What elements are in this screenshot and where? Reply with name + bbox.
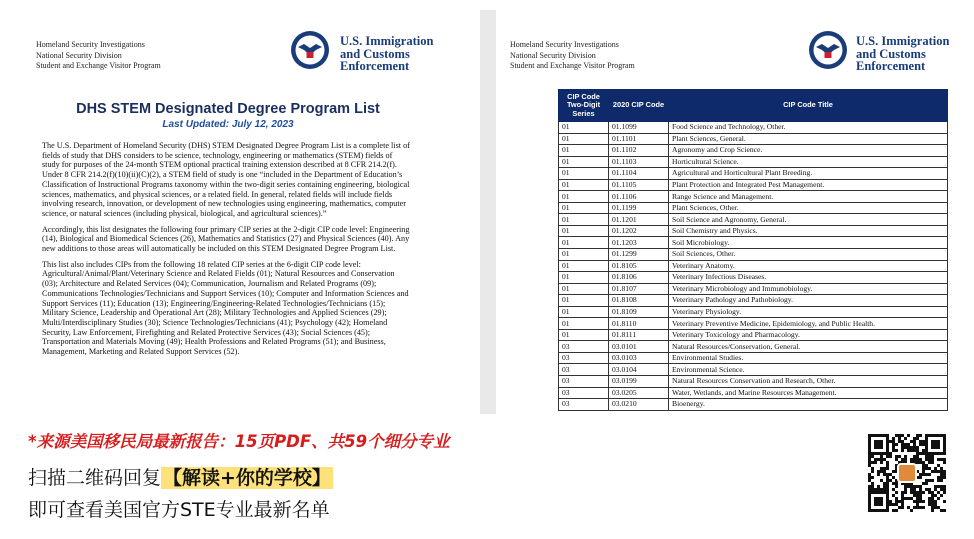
table-cell: 01 bbox=[559, 145, 609, 157]
table-cell: 01 bbox=[559, 179, 609, 191]
table-cell: Veterinary Preventive Medicine, Epidemiology, and Public Health. bbox=[669, 318, 948, 330]
table-header-row bbox=[559, 90, 948, 122]
table-cell: Agronomy and Crop Science. bbox=[669, 145, 948, 157]
table-cell: 01.8107 bbox=[609, 283, 669, 295]
header-lines bbox=[510, 40, 635, 72]
table-cell: Soil Sciences, Other. bbox=[669, 249, 948, 261]
table-cell: Plant Sciences, Other. bbox=[669, 202, 948, 214]
table-row bbox=[559, 376, 948, 388]
table-cell: Soil Chemistry and Physics. bbox=[669, 225, 948, 237]
table-row bbox=[559, 364, 948, 376]
table-cell: 03 bbox=[559, 399, 609, 411]
table-cell: Veterinary Microbiology and Immunobiology. bbox=[669, 283, 948, 295]
cta-highlight: 【解读+你的学校】 bbox=[163, 467, 331, 489]
table-row bbox=[559, 225, 948, 237]
table-row bbox=[559, 237, 948, 249]
table-cell: Veterinary Toxicology and Pharmacology. bbox=[669, 329, 948, 341]
table-row bbox=[559, 260, 948, 272]
table-cell: 03.0205 bbox=[609, 387, 669, 399]
table-cell: 01.1103 bbox=[609, 156, 669, 168]
table-cell: Water, Wetlands, and Marine Resources Management. bbox=[669, 387, 948, 399]
table-cell: Natural Resources Conservation and Research, Other. bbox=[669, 376, 948, 388]
table-cell: 01.1199 bbox=[609, 202, 669, 214]
agency-name bbox=[856, 35, 949, 73]
table-cell: 03 bbox=[559, 376, 609, 388]
table-cell: Horticultural Science. bbox=[669, 156, 948, 168]
table-cell: 01 bbox=[559, 156, 609, 168]
table-cell: Veterinary Physiology. bbox=[669, 306, 948, 318]
table-cell: 01.1105 bbox=[609, 179, 669, 191]
table-cell: 03.0104 bbox=[609, 364, 669, 376]
source-note: *来源美国移民局最新报告：15页PDF、共59个细分专业 bbox=[28, 432, 450, 451]
table-cell: 01.1203 bbox=[609, 237, 669, 249]
table-cell: 01 bbox=[559, 191, 609, 203]
column-header: CIP Code Title bbox=[669, 90, 948, 122]
table-cell: 01.1202 bbox=[609, 225, 669, 237]
table-cell: 01 bbox=[559, 306, 609, 318]
table-cell: 01 bbox=[559, 295, 609, 307]
table-body bbox=[559, 122, 948, 411]
table-cell: 01 bbox=[559, 272, 609, 284]
table-cell: 01 bbox=[559, 225, 609, 237]
table-cell: 01 bbox=[559, 260, 609, 272]
table-cell: 03 bbox=[559, 352, 609, 364]
table-cell: Environmental Studies. bbox=[669, 352, 948, 364]
table-cell: 01 bbox=[559, 214, 609, 226]
table-row bbox=[559, 122, 948, 134]
table-cell: 03 bbox=[559, 341, 609, 353]
table-row bbox=[559, 399, 948, 411]
cta-prefix: 扫描二维码回复 bbox=[28, 467, 162, 489]
agency-line: U.S. Immigration bbox=[340, 34, 434, 48]
document-page-right bbox=[496, 10, 964, 414]
table-cell: Soil Microbiology. bbox=[669, 237, 948, 249]
paragraph: This list also includes CIPs from the following 18 related CIP series at the 6-digit CIP code level: Agricultural/Animal/Plant/Veterinary Science and Related Fields (01); Natural Resources and Conservation (03); Architecture and Related Services (04); Communication, Journalism and Related Programs (09); Communications Technologies/Technicians and Support Services (10); Computer and Information Sciences and Support Services (11); Education (13); Engineering/Engineering-Related Technologies/Technicians (15); Military Science, Leadership and Operational Art (28); Military Technologies and Applied Sciences (29); Multi/Interdisciplinary Studies (30); Science Technologies/Technicians (41); Psychology (42); Homeland Security, Law Enforcement, Firefighting and Related Protective Services (43); Social Sciences (45); Transportation and Materials Moving (49); Health Professions and Related Programs (51); and Business, Management, Marketing and Related Support Services (52). bbox=[42, 259, 409, 357]
table-cell: 01 bbox=[559, 237, 609, 249]
table-row bbox=[559, 156, 948, 168]
table-cell: 01 bbox=[559, 283, 609, 295]
table-cell: Veterinary Anatomy. bbox=[669, 260, 948, 272]
table-cell: 01.8105 bbox=[609, 260, 669, 272]
table-cell: 03.0199 bbox=[609, 376, 669, 388]
document-title: DHS STEM Designated Degree Program List bbox=[76, 101, 380, 117]
table-row bbox=[559, 202, 948, 214]
table-cell: 01.8109 bbox=[609, 306, 669, 318]
header-line: National Security Division bbox=[36, 50, 122, 60]
header-lines bbox=[36, 40, 161, 72]
table-cell: 01.1299 bbox=[609, 249, 669, 261]
dhs-seal-icon bbox=[808, 30, 848, 70]
table-cell: Soil Science and Agronomy, General. bbox=[669, 214, 948, 226]
table-row bbox=[559, 295, 948, 307]
table-row bbox=[559, 387, 948, 399]
table-cell: 01.1099 bbox=[609, 122, 669, 134]
paragraph: The U.S. Department of Homeland Security (DHS) STEM Designated Degree Program List is a complete list of fields of study that DHS considers to be science, technology, engineering or mathematics (STEM) fields of study for purposes of the 24-month STEM optional practical training extension described at 8 CFR 214.2(f). Under 8 CFR 214.2(f)(10)(ii)(C)(2), a STEM field of study is one “included in the Department of Education’s Classification of Instructional Programs taxonomy within the two-digit series containing engineering, biological sciences, mathematics, and physical sciences, or a related field. In general, related fields will include fields involving research, innovation, or development of new technologies using engineering, mathematics, computer science, or natural sciences (including physical, biological, and agricultural sciences).” bbox=[42, 141, 410, 218]
cta-line-2: 即可查看美国官方STE专业最新名单 bbox=[28, 499, 330, 521]
table-cell: Bioenergy. bbox=[669, 399, 948, 411]
table-cell: Natural Resources/Conservation, General. bbox=[669, 341, 948, 353]
cta-line-1 bbox=[28, 463, 333, 490]
table-cell: 01 bbox=[559, 168, 609, 180]
header-line: Student and Exchange Visitor Program bbox=[510, 61, 635, 70]
agency-line: Enforcement bbox=[340, 59, 410, 73]
table-row bbox=[559, 352, 948, 364]
document-body bbox=[42, 141, 412, 363]
table-cell: 01 bbox=[559, 133, 609, 145]
table-cell: 03.0103 bbox=[609, 352, 669, 364]
table-cell: 03.0101 bbox=[609, 341, 669, 353]
agency-line: Enforcement bbox=[856, 59, 926, 73]
table-row bbox=[559, 133, 948, 145]
table-cell: 01.8108 bbox=[609, 295, 669, 307]
table-cell: 01.8110 bbox=[609, 318, 669, 330]
table-row bbox=[559, 249, 948, 261]
agency-line: and Customs bbox=[856, 46, 926, 61]
agency-line: and Customs bbox=[340, 46, 410, 61]
table-cell: Range Science and Management. bbox=[669, 191, 948, 203]
table-cell: Environmental Science. bbox=[669, 364, 948, 376]
table-cell: 01.1101 bbox=[609, 133, 669, 145]
table-row bbox=[559, 272, 948, 284]
table-row bbox=[559, 318, 948, 330]
page-divider bbox=[480, 10, 496, 414]
table-row bbox=[559, 145, 948, 157]
table-cell: Veterinary Pathology and Pathobiology. bbox=[669, 295, 948, 307]
qr-code-icon[interactable] bbox=[868, 434, 946, 512]
header-line: Homeland Security Investigations bbox=[36, 40, 145, 49]
table-cell: 01 bbox=[559, 249, 609, 261]
table-cell: 01.1104 bbox=[609, 168, 669, 180]
table-cell: 01 bbox=[559, 122, 609, 134]
table-cell: Plant Sciences, General. bbox=[669, 133, 948, 145]
column-header: 2020 CIP Code bbox=[609, 90, 669, 122]
table-cell: Food Science and Technology, Other. bbox=[669, 122, 948, 134]
last-updated: Last Updated: July 12, 2023 bbox=[162, 119, 294, 130]
header-line: National Security Division bbox=[510, 50, 596, 60]
header-line: Student and Exchange Visitor Program bbox=[36, 61, 161, 70]
paragraph: Accordingly, this list designates the following four primary CIP series at the 2-digit CIP code level: Engineering (14), Biological and Biomedical Sciences (26), Mathematics and Statistics (27) and Physical Sciences (40). Any new additions to those areas will automatically be included on this STEM Designated Degree Program List. bbox=[42, 224, 410, 254]
table-row bbox=[559, 341, 948, 353]
agency-line: U.S. Immigration bbox=[856, 34, 950, 48]
table-cell: Veterinary Infectious Diseases. bbox=[669, 272, 948, 284]
table-cell: 01.8111 bbox=[609, 329, 669, 341]
column-header: CIP Code Two-Digit Series bbox=[559, 90, 609, 122]
document-page-left bbox=[22, 10, 490, 414]
table-cell: 01.1106 bbox=[609, 191, 669, 203]
dhs-seal-icon bbox=[290, 30, 330, 70]
table-cell: 01 bbox=[559, 318, 609, 330]
cip-table bbox=[558, 89, 948, 411]
table-cell: 01 bbox=[559, 202, 609, 214]
table-cell: 03.0210 bbox=[609, 399, 669, 411]
table-row bbox=[559, 306, 948, 318]
table-row bbox=[559, 191, 948, 203]
table-row bbox=[559, 179, 948, 191]
table-row bbox=[559, 283, 948, 295]
table-cell: 01.1201 bbox=[609, 214, 669, 226]
table-cell: 03 bbox=[559, 364, 609, 376]
table-row bbox=[559, 168, 948, 180]
table-row bbox=[559, 329, 948, 341]
table-cell: 03 bbox=[559, 387, 609, 399]
table-row bbox=[559, 214, 948, 226]
header-line: Homeland Security Investigations bbox=[510, 40, 619, 49]
table-cell: 01 bbox=[559, 329, 609, 341]
table-cell: 01.1102 bbox=[609, 145, 669, 157]
table-cell: Agricultural and Horticultural Plant Breeding. bbox=[669, 168, 948, 180]
agency-name bbox=[340, 35, 433, 73]
table-cell: 01.8106 bbox=[609, 272, 669, 284]
table-cell: Plant Protection and Integrated Pest Management. bbox=[669, 179, 948, 191]
